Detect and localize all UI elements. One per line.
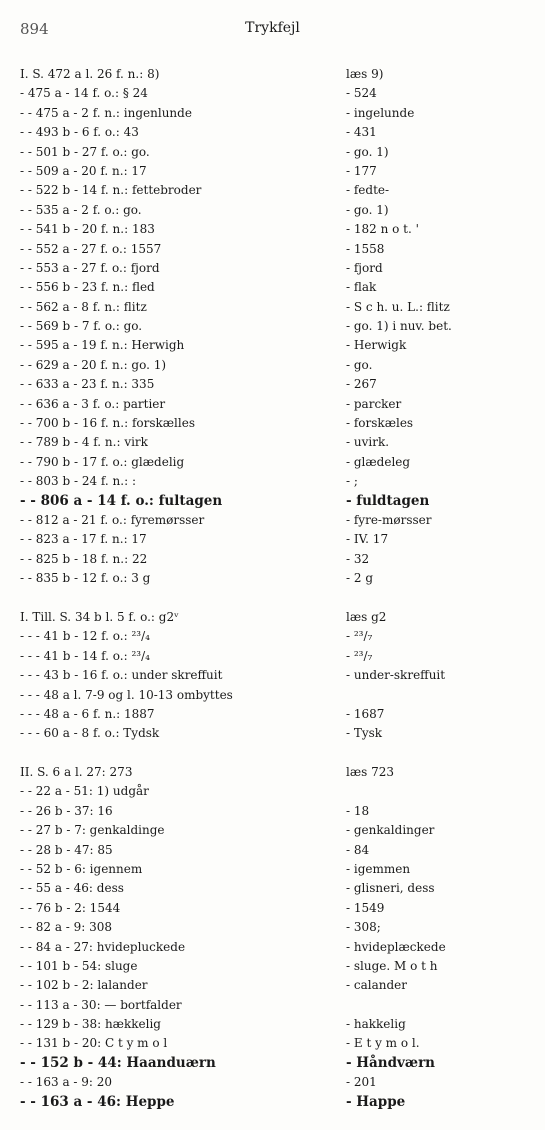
errata-wrong: - 475 a - 14 f. o.: § 24 bbox=[20, 86, 148, 101]
errata-correct: - 1549 bbox=[346, 900, 385, 915]
errata-correct: - go. 1) bbox=[346, 202, 389, 217]
errata-wrong: - - 569 b - 7 f. o.: go. bbox=[20, 319, 143, 334]
errata-wrong: - - - 60 a - 8 f. o.: Tydsk bbox=[20, 726, 160, 741]
errata-row bbox=[0, 627, 545, 646]
errata-row bbox=[0, 763, 545, 782]
errata-row bbox=[0, 550, 545, 569]
errata-wrong: I. S. 472 a l. 26 f. n.: 8) bbox=[20, 67, 160, 81]
errata-correct: - go. 1) bbox=[346, 144, 389, 159]
errata-wrong: - - 475 a - 2 f. n.: ingenlunde bbox=[20, 105, 192, 120]
errata-wrong: - - 113 a - 30: — bortfalder bbox=[20, 997, 182, 1012]
errata-row bbox=[0, 181, 545, 200]
errata-row bbox=[0, 976, 545, 995]
errata-row bbox=[0, 375, 545, 394]
errata-row bbox=[0, 899, 545, 918]
errata-correct: - glisneri, dess bbox=[346, 881, 435, 896]
errata-row bbox=[0, 1034, 545, 1053]
errata-section-1 bbox=[0, 65, 545, 589]
errata-row bbox=[0, 724, 545, 743]
errata-wrong: - - 84 a - 27: hvidepluckede bbox=[20, 939, 186, 954]
errata-wrong: II. S. 6 a l. 27: 273 bbox=[20, 765, 133, 779]
errata-correct: - 267 bbox=[346, 377, 377, 392]
errata-correct: - glædeleg bbox=[346, 454, 411, 469]
errata-correct: læs 723 bbox=[346, 765, 394, 779]
errata-row bbox=[0, 395, 545, 414]
errata-wrong: - - 82 a - 9: 308 bbox=[20, 920, 113, 935]
errata-wrong: - - 22 a - 51: 1) udgår bbox=[20, 784, 149, 799]
errata-wrong: - - 102 b - 2: lalander bbox=[20, 978, 148, 993]
errata-wrong: - - - 43 b - 16 f. o.: under skreffuit bbox=[20, 668, 223, 683]
errata-wrong: I. Till. S. 34 b l. 5 f. o.: g2ᵛ bbox=[20, 610, 179, 624]
errata-row bbox=[0, 569, 545, 588]
errata-wrong: - - 27 b - 7: genkaldinge bbox=[20, 823, 165, 838]
errata-row bbox=[0, 336, 545, 355]
errata-wrong: - - - 48 a - 6 f. n.: 1887 bbox=[20, 706, 155, 721]
errata-wrong: - - 553 a - 27 f. o.: fjord bbox=[20, 260, 160, 275]
errata-correct: - flak bbox=[346, 280, 377, 295]
errata-correct: - Herwigk bbox=[346, 338, 407, 353]
errata-correct: - genkaldinger bbox=[346, 823, 435, 838]
errata-correct: - 308; bbox=[346, 920, 381, 935]
errata-correct: - ²³/₇ bbox=[346, 648, 373, 663]
errata-row bbox=[0, 530, 545, 549]
errata-correct: - ingelunde bbox=[346, 105, 415, 120]
page-header bbox=[0, 20, 545, 40]
errata-wrong: - - 541 b - 20 f. n.: 183 bbox=[20, 222, 155, 237]
errata-wrong: - - 790 b - 17 f. o.: glædelig bbox=[20, 454, 185, 469]
errata-correct: - go. 1) i nuv. bet. bbox=[346, 319, 452, 334]
errata-wrong: - - 812 a - 21 f. o.: fyremørsser bbox=[20, 512, 205, 527]
errata-correct: - 182 n o t. ' bbox=[346, 222, 419, 237]
errata-row bbox=[0, 414, 545, 433]
errata-wrong: - - 76 b - 2: 1544 bbox=[20, 900, 121, 915]
errata-row bbox=[0, 918, 545, 937]
errata-correct: - Tysk bbox=[346, 726, 383, 741]
errata-row bbox=[0, 492, 545, 511]
errata-wrong: - - 129 b - 38: hækkelig bbox=[20, 1017, 161, 1032]
errata-wrong: - - 163 a - 9: 20 bbox=[20, 1075, 113, 1090]
errata-correct: - igemmen bbox=[346, 861, 411, 876]
page-number: 894 bbox=[20, 20, 49, 38]
errata-row bbox=[0, 782, 545, 801]
errata-wrong: - - 700 b - 16 f. n.: forskælles bbox=[20, 416, 195, 431]
errata-correct: - E t y m o l. bbox=[346, 1036, 420, 1051]
errata-row bbox=[0, 104, 545, 123]
errata-wrong: - - 101 b - 54: sluge bbox=[20, 958, 138, 973]
errata-wrong: - - - 41 b - 14 f. o.: ²³/₄ bbox=[20, 648, 150, 663]
errata-correct: - fedte- bbox=[346, 183, 390, 198]
errata-wrong: - - 789 b - 4 f. n.: virk bbox=[20, 435, 148, 450]
errata-wrong: - - 55 a - 46: dess bbox=[20, 881, 124, 896]
errata-row bbox=[0, 259, 545, 278]
errata-row bbox=[0, 957, 545, 976]
errata-row bbox=[0, 453, 545, 472]
errata-wrong: - - 163 a - 46: Heppe bbox=[20, 1093, 175, 1110]
errata-wrong: - - 28 b - 47: 85 bbox=[20, 842, 113, 857]
errata-correct: - Håndværn bbox=[346, 1054, 435, 1071]
errata-row bbox=[0, 608, 545, 627]
errata-correct: - under-skreffuit bbox=[346, 668, 446, 683]
errata-correct: - 1558 bbox=[346, 241, 385, 256]
errata-wrong: - - 825 b - 18 f. n.: 22 bbox=[20, 551, 148, 566]
running-title: Trykfejl bbox=[245, 20, 300, 36]
errata-wrong: - - 552 a - 27 f. o.: 1557 bbox=[20, 241, 162, 256]
errata-correct: læs 9) bbox=[346, 67, 384, 81]
errata-correct: - fyre-mørsser bbox=[346, 512, 432, 527]
errata-correct: - sluge. M o t h bbox=[346, 958, 438, 973]
errata-correct: - hvideplæckede bbox=[346, 939, 446, 954]
errata-wrong: - - 636 a - 3 f. o.: partier bbox=[20, 396, 166, 411]
errata-row bbox=[0, 996, 545, 1015]
errata-row bbox=[0, 938, 545, 957]
errata-row bbox=[0, 686, 545, 705]
errata-correct: - fjord bbox=[346, 260, 383, 275]
errata-correct: - 18 bbox=[346, 803, 370, 818]
errata-wrong: - - 562 a - 8 f. n.: flitz bbox=[20, 299, 147, 314]
errata-row bbox=[0, 841, 545, 860]
errata-row bbox=[0, 1054, 545, 1073]
errata-row bbox=[0, 1073, 545, 1092]
errata-row bbox=[0, 278, 545, 297]
errata-wrong: - - 803 b - 24 f. n.: : bbox=[20, 474, 136, 489]
errata-correct: - ; bbox=[346, 474, 358, 489]
errata-wrong: - - 535 a - 2 f. o.: go. bbox=[20, 202, 142, 217]
errata-wrong: - - 522 b - 14 f. n.: fettebroder bbox=[20, 183, 202, 198]
errata-correct: - IV. 17 bbox=[346, 532, 389, 547]
errata-correct: - 2 g bbox=[346, 571, 373, 586]
errata-wrong: - - 633 a - 23 f. n.: 335 bbox=[20, 377, 155, 392]
errata-correct: - hakkelig bbox=[346, 1017, 406, 1032]
errata-row bbox=[0, 356, 545, 375]
errata-row bbox=[0, 240, 545, 259]
errata-wrong: - - 52 b - 6: igennem bbox=[20, 861, 143, 876]
errata-row bbox=[0, 511, 545, 530]
errata-wrong: - - 556 b - 23 f. n.: fled bbox=[20, 280, 155, 295]
errata-wrong: - - 835 b - 12 f. o.: 3 g bbox=[20, 571, 151, 586]
errata-wrong: - - 26 b - 37: 16 bbox=[20, 803, 113, 818]
errata-row bbox=[0, 433, 545, 452]
errata-wrong: - - 152 b - 44: Haanduærn bbox=[20, 1054, 216, 1071]
errata-wrong: - - 806 a - 14 f. o.: fultagen bbox=[20, 492, 223, 509]
errata-correct: - 524 bbox=[346, 86, 377, 101]
errata-row bbox=[0, 123, 545, 142]
errata-section-2 bbox=[0, 608, 545, 744]
errata-row bbox=[0, 143, 545, 162]
errata-wrong: - - 629 a - 20 f. n.: go. 1) bbox=[20, 357, 167, 372]
errata-correct: - 177 bbox=[346, 163, 377, 178]
errata-row bbox=[0, 705, 545, 724]
errata-correct: læs g2 bbox=[346, 610, 387, 624]
errata-wrong: - - 493 b - 6 f. o.: 43 bbox=[20, 125, 139, 140]
errata-wrong: - - 823 a - 17 f. n.: 17 bbox=[20, 532, 147, 547]
errata-row bbox=[0, 201, 545, 220]
errata-correct: - Happe bbox=[346, 1093, 406, 1110]
errata-correct: - S c h. u. L.: flitz bbox=[346, 299, 450, 314]
errata-correct: - uvirk. bbox=[346, 435, 390, 450]
errata-correct: - 431 bbox=[346, 125, 377, 140]
errata-row bbox=[0, 802, 545, 821]
errata-correct: - fuldtagen bbox=[346, 492, 430, 509]
errata-row bbox=[0, 162, 545, 181]
errata-correct: - parcker bbox=[346, 396, 402, 411]
errata-correct: - 84 bbox=[346, 842, 370, 857]
errata-row bbox=[0, 220, 545, 239]
errata-wrong: - - - 41 b - 12 f. o.: ²³/₄ bbox=[20, 629, 150, 644]
errata-correct: - go. bbox=[346, 357, 373, 372]
errata-row bbox=[0, 84, 545, 103]
errata-row bbox=[0, 65, 545, 84]
errata-wrong: - - 131 b - 20: C t y m o l bbox=[20, 1036, 168, 1051]
errata-row bbox=[0, 1093, 545, 1112]
errata-row bbox=[0, 860, 545, 879]
errata-correct: - 32 bbox=[346, 551, 370, 566]
errata-correct: - 201 bbox=[346, 1075, 377, 1090]
errata-row bbox=[0, 472, 545, 491]
errata-row bbox=[0, 666, 545, 685]
errata-row bbox=[0, 879, 545, 898]
errata-correct: - 1687 bbox=[346, 706, 385, 721]
errata-wrong: - - - 48 a l. 7-9 og l. 10-13 ombyttes bbox=[20, 687, 233, 702]
errata-row bbox=[0, 1015, 545, 1034]
errata-correct: - calander bbox=[346, 978, 407, 993]
errata-row bbox=[0, 317, 545, 336]
errata-wrong: - - 501 b - 27 f. o.: go. bbox=[20, 144, 150, 159]
errata-correct: - forskæles bbox=[346, 416, 414, 431]
errata-row bbox=[0, 647, 545, 666]
errata-wrong: - - 595 a - 19 f. n.: Herwigh bbox=[20, 338, 185, 353]
errata-correct: - ²³/₇ bbox=[346, 629, 373, 644]
errata-row bbox=[0, 298, 545, 317]
errata-section-3 bbox=[0, 763, 545, 1112]
errata-row bbox=[0, 821, 545, 840]
errata-wrong: - - 509 a - 20 f. n.: 17 bbox=[20, 163, 147, 178]
